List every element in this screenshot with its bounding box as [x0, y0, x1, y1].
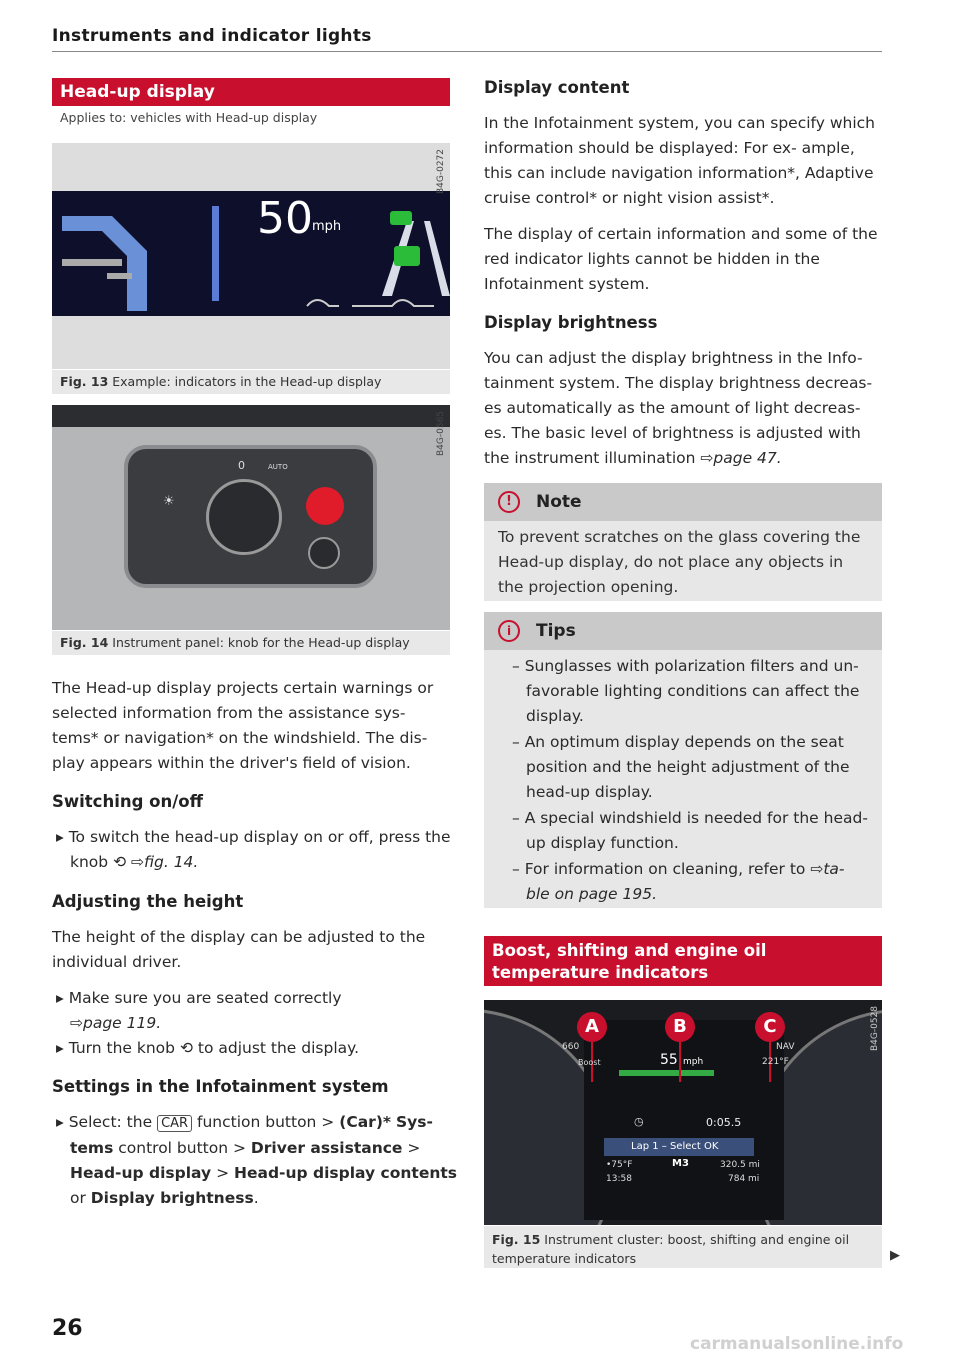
- settings-t4: Sys- tems: [70, 1113, 433, 1157]
- knob-zero-label: 0: [238, 459, 245, 472]
- car-front-icon-shape: [390, 211, 412, 225]
- switching-bullet-text: To switch the head-up display on or off, press the knob: [68, 828, 451, 871]
- display-content-p2: The display of certain information and some of the red indicator lights cannot be hidden in the Infotainment system.: [484, 225, 878, 293]
- applies-to-text: Applies to: vehicles with Head-up display: [60, 110, 318, 125]
- section-title-boost: Boost, shifting and engine oil temperature indicators: [484, 936, 882, 986]
- car-rear-icon-shape: [394, 246, 420, 266]
- switching-fig-ref[interactable]: fig. 14.: [143, 853, 199, 871]
- hud-graphic: [52, 191, 450, 316]
- adjusting-heading: Adjusting the height: [52, 892, 244, 911]
- settings-t9: >: [216, 1164, 230, 1182]
- settings-t2: function button >: [197, 1113, 335, 1131]
- tips-item-1: – Sunglasses with polarization filters and un- favorable lighting conditions can affect the display.: [512, 657, 860, 725]
- range-readout-1: 320.5 mi: [720, 1160, 760, 1170]
- figure-13-caption: [52, 370, 450, 394]
- range-readout-2: 784 mi: [728, 1174, 760, 1184]
- oil-temp-readout: 221°F: [762, 1057, 789, 1067]
- small-knob: [308, 537, 340, 569]
- figure-15-caption: [484, 1226, 882, 1268]
- road-line-lower: [107, 273, 132, 279]
- brightness-text: You can adjust the display brightness in the Info- tainment system. The display brightness decreas- es automatically as the amount of light decreas- es. The basic level of brightness is adjusted with the instrument illumination: [484, 349, 873, 467]
- note-box: [484, 483, 882, 601]
- speed-readout: 55: [660, 1052, 678, 1068]
- page-header-title: Instruments and indicator lights: [52, 26, 372, 46]
- knob-auto-label: AUTO: [268, 463, 288, 471]
- clock-readout: 13:58: [606, 1174, 632, 1184]
- lap-menu-item: Lap 1 – Select OK: [631, 1141, 719, 1152]
- note-header: [484, 483, 882, 521]
- distance-cars-line: [307, 300, 434, 306]
- timer-readout: 0:05.5: [706, 1116, 742, 1129]
- hud-intro-paragraph: The Head-up display projects certain warnings or selected information from the assistance sys- tems* or navigation* on the windshield. The dis- play appears within the driver's field of vision.: [52, 679, 434, 772]
- brightness-page-ref[interactable]: page 47.: [713, 449, 782, 467]
- figure-15-label: Fig. 15: [492, 1232, 541, 1247]
- road-line-left: [62, 259, 122, 266]
- tips-icon: i: [498, 620, 520, 642]
- nav-label: NAV: [776, 1042, 795, 1052]
- figure-14-code: B4G-0565: [436, 411, 446, 457]
- tips-box: [484, 612, 882, 908]
- display-content-heading: Display content: [484, 78, 630, 97]
- callout-b-badge: B: [665, 1012, 695, 1042]
- adjusting-bullet-2: ▸ Turn the knob ⟲ to adjust the display.: [56, 1039, 360, 1057]
- watermark: carmanualsonline.info: [690, 1334, 904, 1354]
- hud-speed-value: 50: [257, 193, 313, 244]
- hud-speed-unit: mph: [312, 219, 342, 234]
- adjusting-bullet-1-text: Make sure you are seated correctly: [68, 989, 342, 1007]
- tips-item-2-text: An optimum display depends on the seat position and the height adjustment of the head-up display.: [524, 733, 850, 801]
- knob-symbol-icon-2: ⟲: [179, 1039, 193, 1057]
- display-content-p1: In the Infotainment system, you can specify which information should be displayed: For ex- ample, this can include navigation information*, Adaptive cruise control* or night vision assist*.: [484, 114, 875, 207]
- tips-title: Tips: [536, 621, 576, 641]
- page-number: 26: [52, 1316, 83, 1341]
- tips-table-ref[interactable]: ta- ble on page 195.: [526, 860, 845, 903]
- settings-t12: Display brightness: [90, 1189, 254, 1207]
- note-icon: !: [498, 491, 520, 513]
- adjusting-bullet-2-text-a: Turn the knob: [68, 1039, 175, 1057]
- car-function-key: CAR: [157, 1115, 192, 1132]
- display-brightness-heading: Display brightness: [484, 313, 658, 332]
- tips-header: [484, 612, 882, 650]
- acc-gauge-bar: [212, 206, 219, 301]
- adjusting-bullet-2-text-b: to adjust the display.: [197, 1039, 360, 1057]
- figure-14-caption-text: Instrument panel: knob for the Head-up display: [112, 635, 410, 650]
- figure-15-code: B4G-0528: [870, 1006, 880, 1052]
- figure-14-label: Fig. 14: [60, 635, 109, 650]
- display-brightness-p1: You can adjust the display brightness in the Info- tainment system. The display brightness decreas- es automatically as the amount of light decreas- es. The basic level of brightness is adjusted with the instrument illumination ⇨page 47.: [484, 349, 873, 467]
- switching-bullet: ▸ To switch the head-up display on or off, press the knob ⟲ ⇨fig. 14.: [56, 828, 451, 871]
- section-title-head-up-display: Head-up display: [52, 78, 450, 106]
- settings-bullet: ▸ Select: the CAR function button > (Car)* Sys- tems control button > Driver assistance > Head-up display > Head-up display contents or Display brightness.: [56, 1113, 458, 1207]
- dashboard-top: [52, 405, 450, 427]
- settings-t13: .: [253, 1189, 259, 1207]
- figure-15-caption-text: Instrument cluster: boost, shifting and engine oil temperature indicators: [492, 1232, 850, 1266]
- tips-item-3-text: A special windshield is needed for the head- up display function.: [524, 809, 868, 852]
- figure-14-caption: [52, 631, 450, 655]
- tips-item-4-text: For information on cleaning, refer to: [524, 860, 806, 878]
- figure-13-hud-example: [52, 143, 450, 369]
- boost-label: Boost: [578, 1058, 601, 1067]
- settings-heading: Settings in the Infotainment system: [52, 1077, 389, 1096]
- hud-display-screen: [52, 191, 450, 316]
- settings-t11: or: [70, 1189, 86, 1207]
- adjusting-page-ref[interactable]: page 119.: [83, 1014, 162, 1032]
- speed-unit: mph: [683, 1057, 704, 1067]
- figure-13-caption-text: Example: indicators in the Head-up display: [112, 374, 382, 389]
- settings-t1: Select: the: [68, 1113, 153, 1131]
- figure-15-instrument-cluster: [484, 1000, 882, 1225]
- tips-item-2: – An optimum display depends on the seat position and the height adjustment of the head-up display.: [512, 733, 850, 801]
- callout-a-badge: A: [577, 1012, 607, 1042]
- figure-13-label: Fig. 13: [60, 374, 109, 389]
- switching-heading: Switching on/off: [52, 792, 203, 811]
- hud-knob-red: [306, 487, 344, 525]
- note-title: Note: [536, 492, 582, 512]
- adjusting-paragraph: The height of the display can be adjusted to the individual driver.: [52, 928, 426, 971]
- lane-assist-right: [424, 221, 450, 296]
- ambient-temp-readout: •75°F: [606, 1160, 633, 1170]
- knob-symbol-icon: ⟲: [113, 853, 127, 871]
- note-text: To prevent scratches on the glass covering the Head-up display, do not place any objects in the projection opening.: [498, 528, 861, 596]
- callout-c-badge: C: [755, 1012, 785, 1042]
- boost-bar: [619, 1070, 714, 1076]
- rpm-readout: 660: [562, 1042, 580, 1052]
- settings-t8: Head-up display: [70, 1164, 212, 1182]
- figure-14-knob: [52, 405, 450, 630]
- tips-item-4: – For information on cleaning, refer to ⇨ta- ble on page 195.: [512, 860, 845, 903]
- tips-list: [484, 650, 882, 907]
- figure-13-code: B4G-0272: [436, 149, 446, 195]
- center-display: [584, 1020, 784, 1220]
- settings-t5: control button >: [118, 1139, 246, 1157]
- light-knob: [206, 479, 282, 555]
- settings-t7: >: [407, 1139, 421, 1157]
- gear-readout: M3: [672, 1158, 689, 1169]
- tips-item-1-text: Sunglasses with polarization filters and un- favorable lighting conditions can affect the display.: [524, 657, 860, 725]
- stopwatch-icon: ◷: [634, 1115, 644, 1128]
- settings-t6: Driver assistance: [250, 1139, 403, 1157]
- parking-light-icon: ☀: [163, 494, 175, 509]
- header-divider: [52, 51, 882, 52]
- knob-panel: [124, 445, 377, 588]
- continue-arrow-icon: ▶: [890, 1248, 900, 1263]
- tips-item-3: – A special windshield is needed for the head- up display function.: [512, 809, 868, 852]
- adjusting-bullet-1: ▸ Make sure you are seated correctly ⇨page 119.: [56, 989, 342, 1032]
- settings-t3: (Car)*: [339, 1113, 392, 1131]
- settings-t10: Head-up display contents: [234, 1164, 458, 1182]
